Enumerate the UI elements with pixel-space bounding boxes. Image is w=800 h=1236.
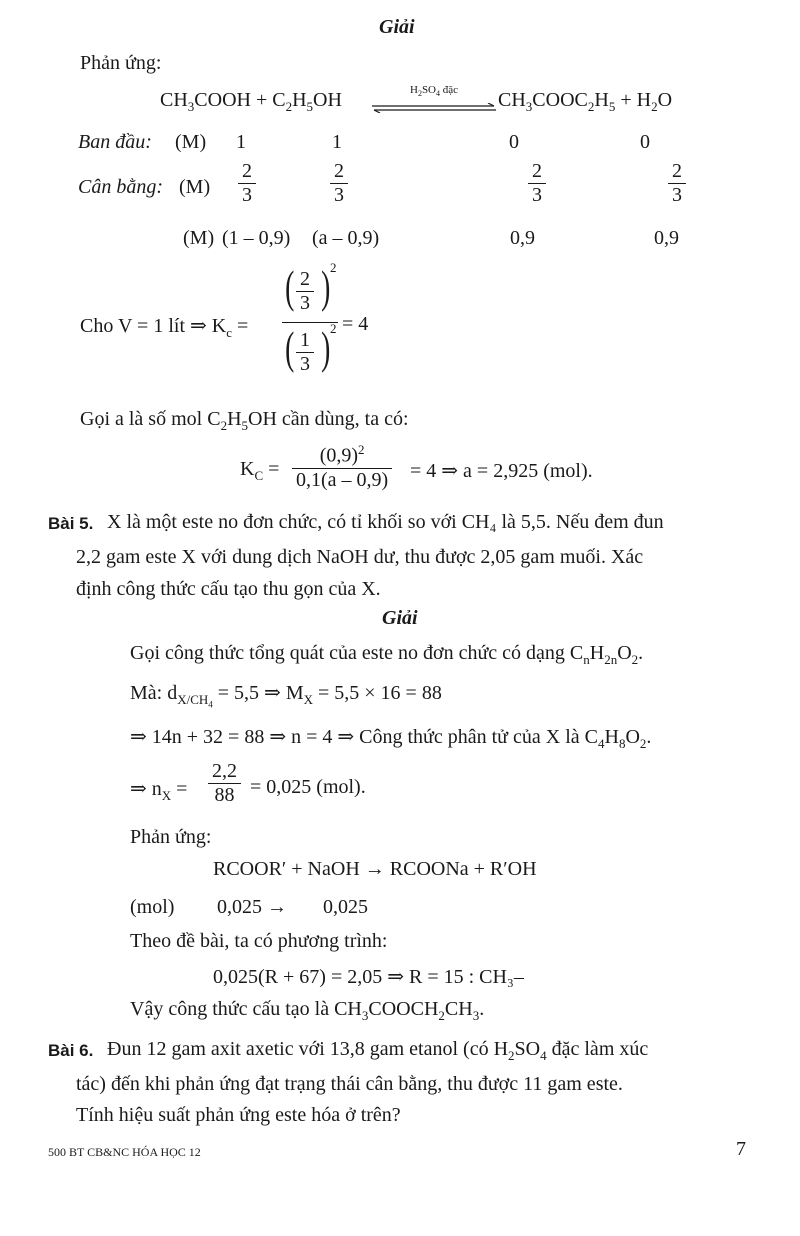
- equilibrium-unit: (M): [179, 176, 211, 198]
- solution-heading: Giải: [379, 16, 415, 38]
- fraction-numerator: 2: [532, 160, 542, 182]
- kc2-result: = 4 ⇒ a = 2,925 (mol).: [410, 460, 593, 482]
- solution-line: Mà: $d_{X/CH_4} = 5,5$ ⇒ $M_X = 5,5 \times 16 = 88$: [130, 682, 442, 710]
- initial-value: 1: [332, 131, 342, 153]
- initial-unit: (M): [175, 131, 207, 153]
- fraction-numerator: 2: [242, 160, 252, 182]
- initial-value: 1: [236, 131, 246, 153]
- kc-result: = 4: [342, 313, 369, 335]
- equilibrium-fraction: [668, 160, 686, 207]
- solution-line: Theo đề bài, ta có phương trình:: [130, 930, 388, 952]
- kc2-denominator: 0,1(a – 0,9): [292, 468, 392, 492]
- initial-value: 0: [509, 131, 519, 153]
- equilibrium-arrow: [370, 84, 498, 118]
- reaction-label: Phản ứng:: [80, 52, 162, 74]
- fraction-denominator: 3: [238, 183, 256, 207]
- reaction-label: Phản ứng:: [130, 826, 212, 848]
- kc2-label: $K_C$ =: [240, 458, 280, 483]
- solution-heading: Giải: [382, 607, 418, 629]
- molar-unit: (M): [183, 227, 215, 249]
- kc-fraction: [282, 262, 338, 381]
- fraction-numerator: 2: [672, 160, 682, 182]
- initial-value: 0: [640, 131, 650, 153]
- molar-value: 0,9: [654, 227, 679, 249]
- mole-fraction: $\frac{2,2}{88}$: [208, 760, 241, 807]
- reaction-equation: RCOOR′ + NaOH → RCOONa + R′OH: [213, 858, 537, 880]
- page-number: 7: [736, 1138, 746, 1160]
- double-arrow-icon: [370, 103, 498, 113]
- fraction-numerator: 2: [334, 160, 344, 182]
- molar-value: 0,9: [510, 227, 535, 249]
- molar-value: (1 – 0,9): [222, 227, 291, 249]
- solution-line: = 0,025 (mol).: [250, 776, 366, 798]
- mol-label: (mol): [130, 896, 175, 918]
- exercise-label: Bài 5.: [48, 514, 94, 533]
- solution-equation: 0,025(R + 67) = 2,05 ⇒ R = 15 : CH₃–: [213, 966, 524, 988]
- fraction-denominator: 3: [668, 183, 686, 207]
- mol-value: 0,025 →: [217, 896, 287, 918]
- kc-intro: Cho V = 1 lít ⇒ $K_c$ =: [80, 315, 249, 340]
- book-title-footer: 500 BT CB&NC HÓA HỌC 12: [48, 1145, 201, 1159]
- solution-line: ⇒ 14n + 32 = 88 ⇒ n = 4 ⇒ Công thức phân tử của X là $C_4H_8O_2$.: [130, 726, 652, 751]
- equation-left: $CH_3COOH + C_2H_5OH$: [160, 89, 342, 114]
- exercise-text: định công thức cấu tạo thu gọn của X.: [76, 578, 381, 600]
- fraction-denominator: 3: [330, 183, 348, 207]
- kc-numerator: ( $\frac{2}{3}$ ) 2: [285, 260, 337, 314]
- fraction-denominator: 3: [528, 183, 546, 207]
- molar-value: (a – 0,9): [312, 227, 380, 249]
- exercise-text: Tính hiệu suất phản ứng este hóa ở trên?: [76, 1104, 401, 1126]
- equilibrium-fraction: [238, 160, 256, 207]
- solution-line: ⇒ $n_X$ =: [130, 778, 188, 803]
- catalyst-label: $H_2SO_4$ đặc: [409, 84, 459, 99]
- mol-value: 0,025: [323, 896, 368, 918]
- initial-label: Ban đầu:: [78, 131, 152, 153]
- exercise-text: tác) đến khi phản ứng đạt trạng thái cân bằng, thu được 11 gam este.: [76, 1073, 623, 1095]
- equation-right: $CH_3COOC_2H_5 + H_2O$: [498, 89, 673, 114]
- exercise-text: 2,2 gam este X với dung dịch NaOH dư, thu được 2,05 gam muối. Xác: [76, 546, 644, 568]
- kc2-numerator: $(0,9)^2$: [319, 442, 365, 467]
- exercise-label: Bài 6.: [48, 1041, 94, 1060]
- equilibrium-fraction: [528, 160, 546, 207]
- kc-intro-text: Cho V = 1 lít ⇒ K: [80, 315, 227, 337]
- conclusion-line: Vậy công thức cấu tạo là $CH_3COOCH_2CH_3$.: [130, 998, 485, 1023]
- exercise-text: Đun 12 gam axit axetic với 13,8 gam etanol (có $H_2SO_4$ đặc làm xúc: [107, 1038, 649, 1063]
- solution-line: Gọi công thức tổng quát của este no đơn chức có dạng $C_nH_{2n}O_2$.: [130, 642, 644, 667]
- kc2-fraction: [292, 442, 392, 492]
- equilibrium-label: Cân bằng:: [78, 176, 163, 198]
- kc-denominator: ( $\frac{1}{3}$ ) 2: [285, 321, 337, 375]
- gamma-line: Gọi a là số mol $C_2H_5OH$ cần dùng, ta có:: [80, 408, 409, 433]
- equilibrium-fraction: [330, 160, 348, 207]
- exercise-text: X là một este no đơn chức, có tỉ khối so với CH₄ là 5,5. Nếu đem đun: [107, 511, 664, 533]
